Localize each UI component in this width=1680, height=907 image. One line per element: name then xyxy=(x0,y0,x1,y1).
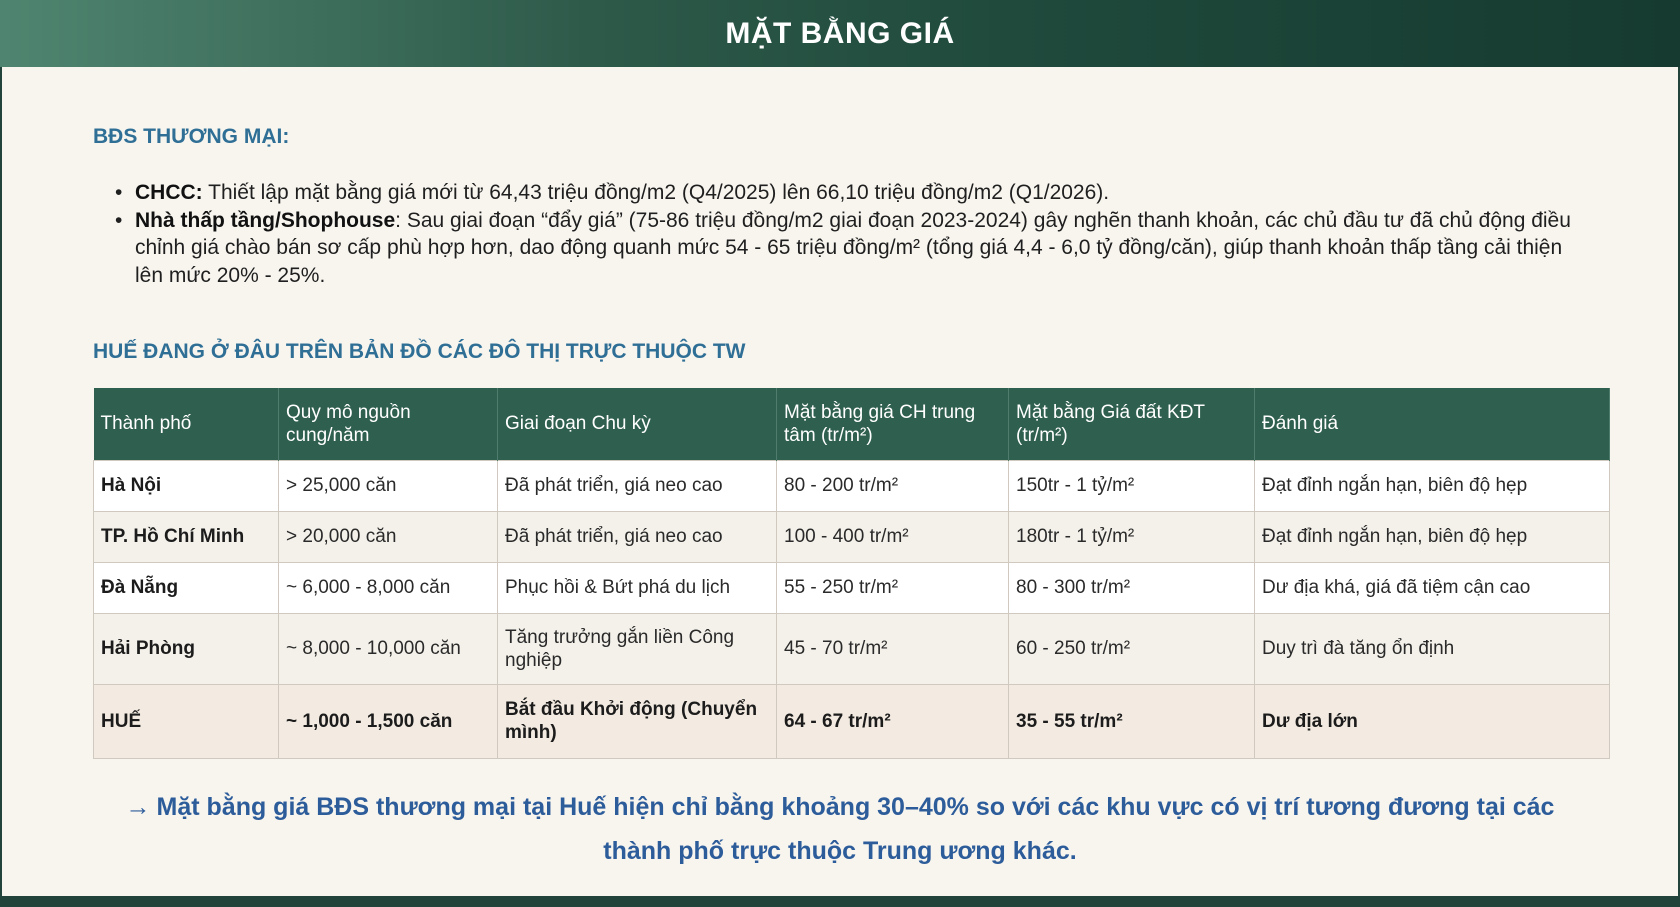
table-cell: 80 - 300 tr/m² xyxy=(1009,562,1255,613)
bullet-item-chcc xyxy=(115,179,1595,207)
table-cell: Đã phát triển, giá neo cao xyxy=(498,460,777,511)
table-cell: HUẾ xyxy=(94,684,279,758)
table-row-highlight xyxy=(94,684,1610,758)
column-header: Quy mô nguồn cung/năm xyxy=(279,388,498,460)
table-cell: Dư địa lớn xyxy=(1255,684,1610,758)
column-header: Đánh giá xyxy=(1255,388,1610,460)
table-cell: Hà Nội xyxy=(94,460,279,511)
column-header: Thành phố xyxy=(94,388,279,460)
conclusion-text xyxy=(2,785,1678,873)
bullet-text: : Sau giai đoạn “đẩy giá” (75-86 triệu đồng/m2 giai đoạn 2023-2024) gây nghẽn thanh khoản, các chủ đầu tư đã chủ động điều chỉnh giá chào bán sơ cấp phù hợp hơn, dao động quanh mức 54 - 65 triệu đồng/m² (tổng giá 4,4 - 6,0 tỷ đồng/căn), giúp thanh khoản thấp tầng cải thiện lên mức 20% - 25%. xyxy=(135,208,1571,287)
content-panel xyxy=(2,67,1678,896)
table-cell: Tăng trưởng gắn liền Công nghiệp xyxy=(498,613,777,684)
table-cell: 35 - 55 tr/m² xyxy=(1009,684,1255,758)
bullet-item-shophouse xyxy=(115,207,1595,290)
table-cell: ~ 1,000 - 1,500 căn xyxy=(279,684,498,758)
table-cell: ~ 8,000 - 10,000 căn xyxy=(279,613,498,684)
arrow-right-icon: → xyxy=(125,793,151,821)
comparison-table-wrapper xyxy=(93,388,1609,759)
bullet-label: CHCC: xyxy=(135,181,203,204)
section-heading-commercial: BĐS THƯƠNG MẠI: xyxy=(93,125,290,148)
table-cell: 100 - 400 tr/m² xyxy=(777,511,1009,562)
column-header: Giai đoạn Chu kỳ xyxy=(498,388,777,460)
table-cell: 180tr - 1 tỷ/m² xyxy=(1009,511,1255,562)
table-cell: Đà Nẵng xyxy=(94,562,279,613)
table-cell: 60 - 250 tr/m² xyxy=(1009,613,1255,684)
table-header-row xyxy=(94,388,1610,460)
table-cell: Đạt đỉnh ngắn hạn, biên độ hẹp xyxy=(1255,511,1610,562)
table-cell: > 20,000 căn xyxy=(279,511,498,562)
conclusion-sentence: Mặt bằng giá BĐS thương mại tại Huế hiện chỉ bằng khoảng 30–40% so với các khu vực có vị trí tương đương tại các thành phố trực thuộc Trung ương khác. xyxy=(156,793,1555,865)
table-row xyxy=(94,613,1610,684)
table-cell: Phục hồi & Bứt phá du lịch xyxy=(498,562,777,613)
header-banner xyxy=(0,0,1680,67)
table-cell: TP. Hồ Chí Minh xyxy=(94,511,279,562)
bullet-text: Thiết lập mặt bằng giá mới từ 64,43 triệu đồng/m2 (Q4/2025) lên 66,10 triệu đồng/m2 (Q1/2026). xyxy=(202,181,1110,204)
page-title: MẶT BẰNG GIÁ xyxy=(725,16,955,50)
table-cell: Dư địa khá, giá đã tiệm cận cao xyxy=(1255,562,1610,613)
comparison-table xyxy=(93,388,1610,759)
table-cell: 150tr - 1 tỷ/m² xyxy=(1009,460,1255,511)
table-row xyxy=(94,511,1610,562)
bullet-list xyxy=(115,179,1595,289)
table-cell: Đạt đỉnh ngắn hạn, biên độ hẹp xyxy=(1255,460,1610,511)
table-cell: 64 - 67 tr/m² xyxy=(777,684,1009,758)
table-cell: 45 - 70 tr/m² xyxy=(777,613,1009,684)
table-cell: Hải Phòng xyxy=(94,613,279,684)
table-cell: 55 - 250 tr/m² xyxy=(777,562,1009,613)
column-header: Mặt bằng Giá đất KĐT (tr/m²) xyxy=(1009,388,1255,460)
table-row xyxy=(94,460,1610,511)
table-cell: ~ 6,000 - 8,000 căn xyxy=(279,562,498,613)
table-cell: Duy trì đà tăng ổn định xyxy=(1255,613,1610,684)
table-cell: 80 - 200 tr/m² xyxy=(777,460,1009,511)
table-cell: Bắt đầu Khởi động (Chuyển mình) xyxy=(498,684,777,758)
table-row xyxy=(94,562,1610,613)
table-cell: Đã phát triển, giá neo cao xyxy=(498,511,777,562)
section-heading-hue-position: HUẾ ĐANG Ở ĐÂU TRÊN BẢN ĐỒ CÁC ĐÔ THỊ TRỰC THUỘC TW xyxy=(93,340,746,363)
bullet-label: Nhà thấp tầng/Shophouse xyxy=(135,208,396,232)
table-cell: > 25,000 căn xyxy=(279,460,498,511)
column-header: Mặt bằng giá CH trung tâm (tr/m²) xyxy=(777,388,1009,460)
